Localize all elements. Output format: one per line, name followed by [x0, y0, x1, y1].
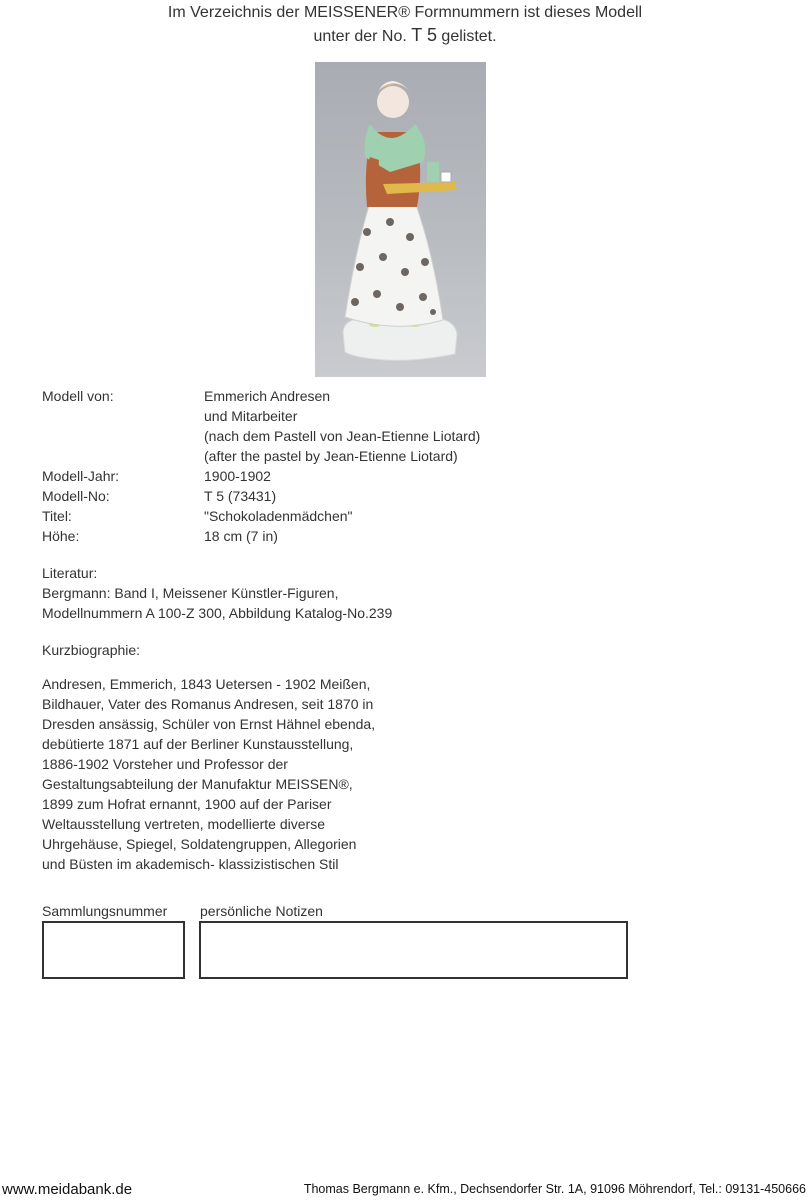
- biography-text: Andresen, Emmerich, 1843 Uetersen - 1902 Meißen, Bildhauer, Vater des Romanus Andresen, seit 1870 in Dresden ansässig, Schüler von Ernst Hähnel ebenda, debütierte 1871 auf der Berliner Kunstausstellung, 1886-1902 Vorsteher und Professor der Gestaltungsabteilung der Manufaktur MEISSEN®, 1899 zum Hofrat ernannt, 1900 auf der Pariser Weltausstellung vertreten, modellierte diverse Uhrgehäuse, Spiegel, Soldatengruppen, Allegorien und Büsten im akademisch- klassizistischen Stil: [42, 676, 376, 872]
- detail-value: "Schokoladenmädchen": [204, 508, 353, 524]
- model-details: [42, 386, 480, 546]
- collection-number-label: Sammlungsnummer: [42, 903, 168, 919]
- header-line-1: Im Verzeichnis der MEISSENER® Formnummern ist dieses Modell: [167, 4, 643, 21]
- literatur-line: Modellnummern A 100-Z 300, Abbildung Katalog-No.239: [42, 605, 393, 621]
- detail-row-modell-no: [42, 486, 480, 506]
- collection-number-field[interactable]: [42, 921, 185, 979]
- page-header: [0, 2, 810, 48]
- detail-row-titel: [42, 506, 480, 526]
- footer-address: Thomas Bergmann e. Kfm., Dechsendorfer Str. 1A, 91096 Möhrendorf, Tel.: 09131-450666: [303, 1182, 806, 1196]
- detail-label: Höhe:: [42, 528, 80, 544]
- detail-value: T 5 (73431): [204, 488, 277, 504]
- header-line-2: unter der No. T 5 gelistet.: [313, 25, 497, 45]
- website-link[interactable]: www.meidabank.de: [2, 1181, 133, 1198]
- detail-row-hoehe: [42, 526, 480, 546]
- detail-row-modell-von: [42, 386, 480, 466]
- notes-label: persönliche Notizen: [200, 903, 323, 919]
- model-number: T 5: [411, 25, 437, 45]
- literatur-section: [42, 563, 392, 623]
- detail-label: Modell von:: [42, 388, 114, 404]
- detail-label: Modell-No:: [42, 488, 110, 504]
- detail-label: Titel:: [42, 508, 72, 524]
- figurine-illustration: [315, 62, 486, 377]
- notes-field[interactable]: [199, 921, 628, 979]
- detail-value: 18 cm (7 in): [204, 528, 278, 544]
- biography-heading: Kurzbiographie:: [42, 642, 141, 658]
- detail-value: Emmerich Andresen und Mitarbeiter (nach dem Pastell von Jean-Etienne Liotard) (after the pastel by Jean-Etienne Liotard): [204, 388, 481, 464]
- detail-value: 1900-1902: [204, 468, 271, 484]
- literatur-line: Bergmann: Band I, Meissener Künstler-Figuren,: [42, 585, 339, 601]
- figurine-photo: [315, 62, 486, 377]
- literatur-heading: Literatur:: [42, 565, 98, 581]
- detail-row-modell-jahr: [42, 466, 480, 486]
- detail-label: Modell-Jahr:: [42, 468, 120, 484]
